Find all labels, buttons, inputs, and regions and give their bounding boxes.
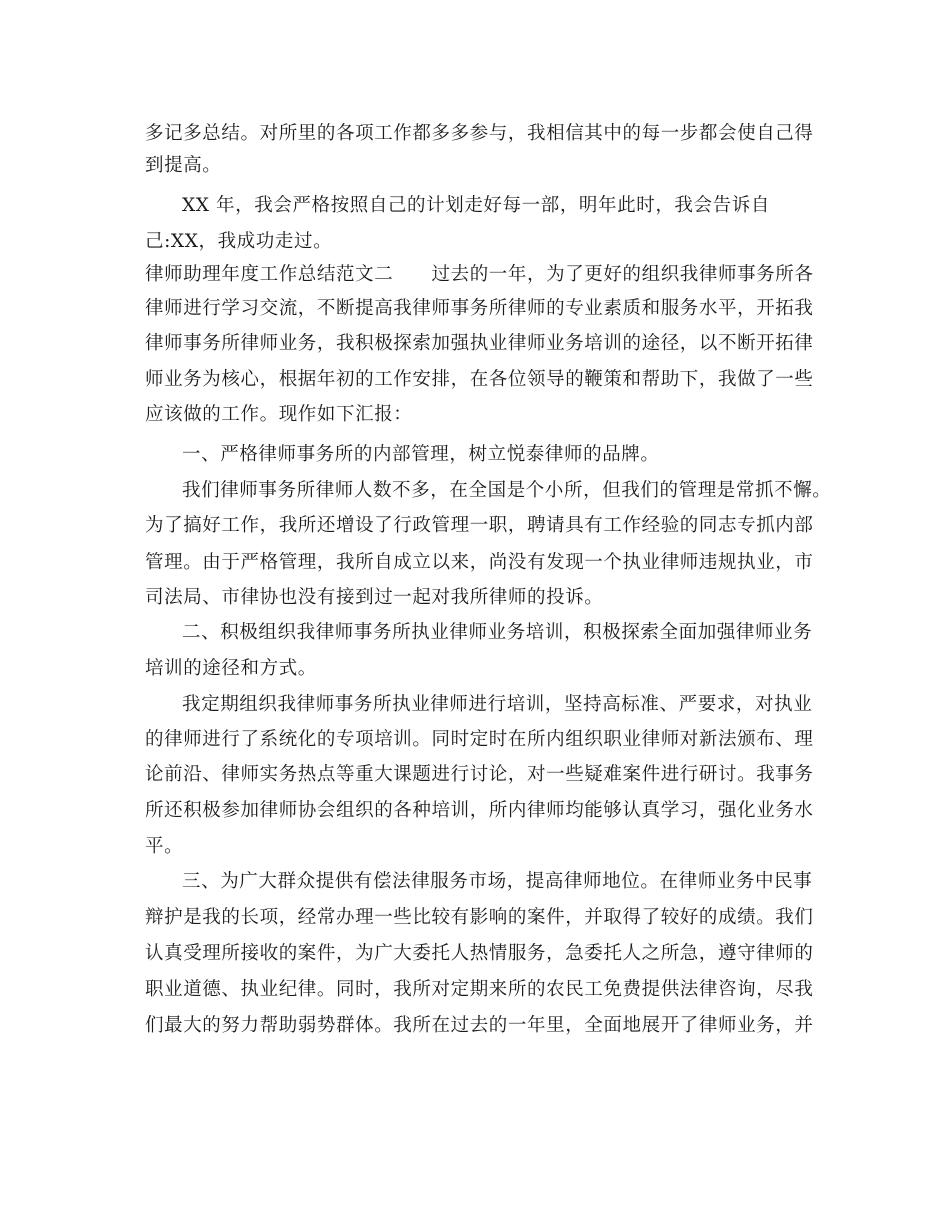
- text-line: 论前沿、律师实务热点等重大课题进行讨论，对一些疑难案件进行研讨。我事务: [145, 764, 814, 785]
- text-line: 我定期组织我律师事务所执业律师进行培训，坚持高标准、严要求，对执业: [182, 694, 813, 715]
- text-line: 培训的途径和方式。: [145, 658, 317, 679]
- text-line: 所还积极参加律师协会组织的各种培训，所内律师均能够认真学习，强化业务水: [145, 800, 814, 821]
- text-line: 应该做的工作。现作如下汇报：: [145, 404, 413, 425]
- text-line: 为了搞好工作，我所还增设了行政管理一职，聘请具有工作经验的同志专抓内部: [145, 515, 814, 536]
- text-line: XX 年，我会严格按照自己的计划走好每一部，明年此时，我会告诉自: [182, 195, 770, 216]
- text-line: 一、严格律师事务所的内部管理，树立悦泰律师的品牌。: [182, 444, 660, 465]
- text-line: 多记多总结。对所里的各项工作都多多参与，我相信其中的每一步都会使自己得: [145, 123, 814, 144]
- text-line: 到提高。: [145, 155, 222, 176]
- text-line: 司法局、市律协也没有接到过一起对我所律师的投诉。: [145, 587, 604, 608]
- text-line: 辩护是我的长项，经常办理一些比较有影响的案件，并取得了较好的成绩。我们: [145, 907, 814, 928]
- text-line: 律师事务所律师业务，我积极探索加强执业律师业务培训的途径，以不断开拓律: [145, 333, 814, 354]
- text-line: 师业务为核心，根据年初的工作安排，在各位领导的鞭策和帮助下，我做了一些: [145, 369, 814, 390]
- text-line: 三、为广大群众提供有偿法律服务市场，提高律师地位。在律师业务中民事: [182, 871, 813, 892]
- text-line: 职业道德、执业纪律。同时，我所对定期来所的农民工免费提供法律咨询，尽我: [145, 979, 814, 1000]
- text-line: 管理。由于严格管理，我所自成立以来，尚没有发现一个执业律师违规执业，市: [145, 552, 814, 573]
- text-line: 认真受理所接收的案件，为广大委托人热情服务，急委托人之所急，遵守律师的: [145, 943, 814, 964]
- section-heading-line: 律师助理年度工作总结范文二 过去的一年，为了更好的组织我律师事务所各: [145, 264, 814, 285]
- text-line: 们最大的努力帮助弱势群体。我所在过去的一年里，全面地展开了律师业务，并: [145, 1015, 814, 1036]
- text-line: 的律师进行了系统化的专项培训。同时定时在所内组织职业律师对新法颁布、理: [145, 729, 814, 750]
- text-line: 二、积极组织我律师事务所执业律师业务培训，积极探索全面加强律师业务: [182, 622, 813, 643]
- text-line: 律师进行学习交流，不断提高我律师事务所律师的专业素质和服务水平，开拓我: [145, 298, 814, 319]
- text-line: 平。: [145, 836, 184, 857]
- text-line: 己:XX，我成功走过。: [145, 231, 333, 252]
- text-line: 我们律师事务所律师人数不多，在全国是个小所，但我们的管理是常抓不懈。: [182, 480, 832, 501]
